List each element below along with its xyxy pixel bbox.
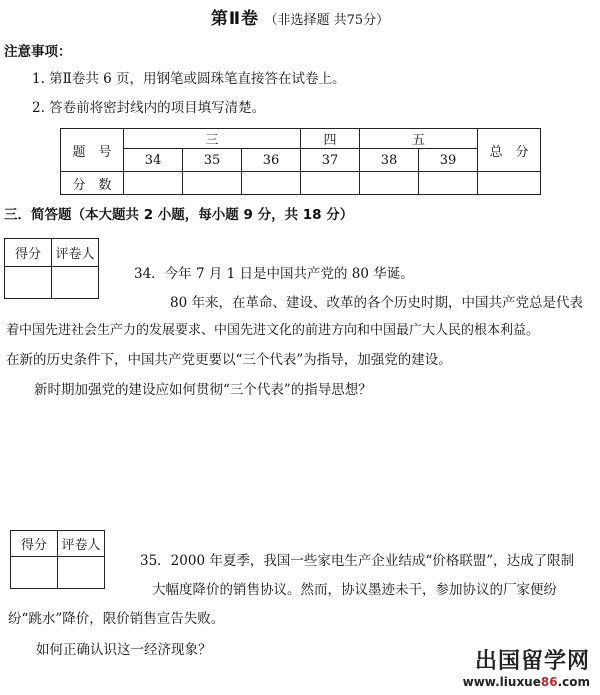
q35-question: 如何正确认识这一经济现象？ [36, 642, 212, 658]
grader-box [52, 267, 99, 299]
q34-line-2: 80 年来，在革命、建设、改革的各个历史时期，中国共产党总是代表 [170, 295, 583, 311]
site-watermark [463, 644, 590, 689]
score-cell [124, 172, 183, 195]
score-cell [183, 172, 242, 195]
watermark-url: www.liuxue86.com [462, 675, 590, 689]
score-box [11, 557, 58, 589]
score-table-num: 39 [419, 149, 478, 172]
score-table-num: 36 [242, 149, 301, 172]
score-cell [360, 172, 419, 195]
score-cell [419, 172, 478, 195]
notice-item-1: 1. 第Ⅱ卷共 6 页，用钢笔或圆珠笔直接答在试卷上。 [32, 71, 346, 87]
score-cell [242, 172, 301, 195]
total-score-cell [478, 172, 541, 195]
notice-item-2: 2. 答卷前将密封线内的项目填写清楚。 [32, 100, 266, 116]
score-label: 得分 [11, 531, 58, 557]
score-table-score-label: 分 数 [61, 172, 124, 195]
page-title [0, 4, 600, 29]
paper-part-title: 第Ⅱ卷 [210, 9, 260, 29]
q35-line-2: 大幅度降价的销售协议。然而，协议墨迹未干，参加协议的厂家便纷 [152, 582, 557, 598]
score-table-num: 35 [183, 149, 242, 172]
grader-box [58, 557, 105, 589]
grader-label: 评卷人 [52, 239, 99, 267]
notice-heading: 注意事项： [4, 44, 72, 60]
score-cell [301, 172, 360, 195]
score-table-num: 37 [301, 149, 360, 172]
watermark-site-name: 出国留学网 [474, 649, 590, 674]
score-table-header-label: 题 号 [61, 129, 124, 172]
q34-question: 新时期加强党的建设应如何贯彻“三个代表”的指导思想？ [34, 382, 372, 398]
q34-line-1: 34．今年 7 月 1 日是中国共产党的 80 华诞。 [134, 266, 414, 282]
grader-box-35 [10, 530, 105, 589]
score-table-group-4: 四 [301, 129, 360, 149]
q35-line-1: 35．2000 年夏季，我国一些家电生产企业结成“价格联盟”，达成了限制 [140, 553, 575, 569]
score-table-group-3: 三 [124, 129, 301, 149]
paper-part-subtitle: （非选择题 共75分） [264, 13, 390, 28]
score-box [5, 267, 52, 299]
score-table-num: 38 [360, 149, 419, 172]
q34-line-3: 着中国先进社会生产力的发展要求、中国先进文化的前进方向和中国最广大人民的根本利益。 [6, 323, 540, 338]
grader-box-34 [4, 238, 99, 299]
score-label: 得分 [5, 239, 52, 267]
section-heading: 三．简答题（本大题共 2 小题，每小题 9 分，共 18 分） [4, 207, 354, 223]
score-table-group-5: 五 [360, 129, 478, 149]
score-table-num: 34 [124, 149, 183, 172]
grader-label: 评卷人 [58, 531, 105, 557]
score-table-total-label: 总 分 [478, 129, 541, 172]
score-table [60, 128, 541, 195]
q34-line-4: 在新的历史条件下，中国共产党更要以“三个代表”为指导，加强党的建设。 [6, 352, 452, 368]
q35-line-3: 纷“跳水”降价，限价销售宣告失败。 [8, 611, 225, 627]
